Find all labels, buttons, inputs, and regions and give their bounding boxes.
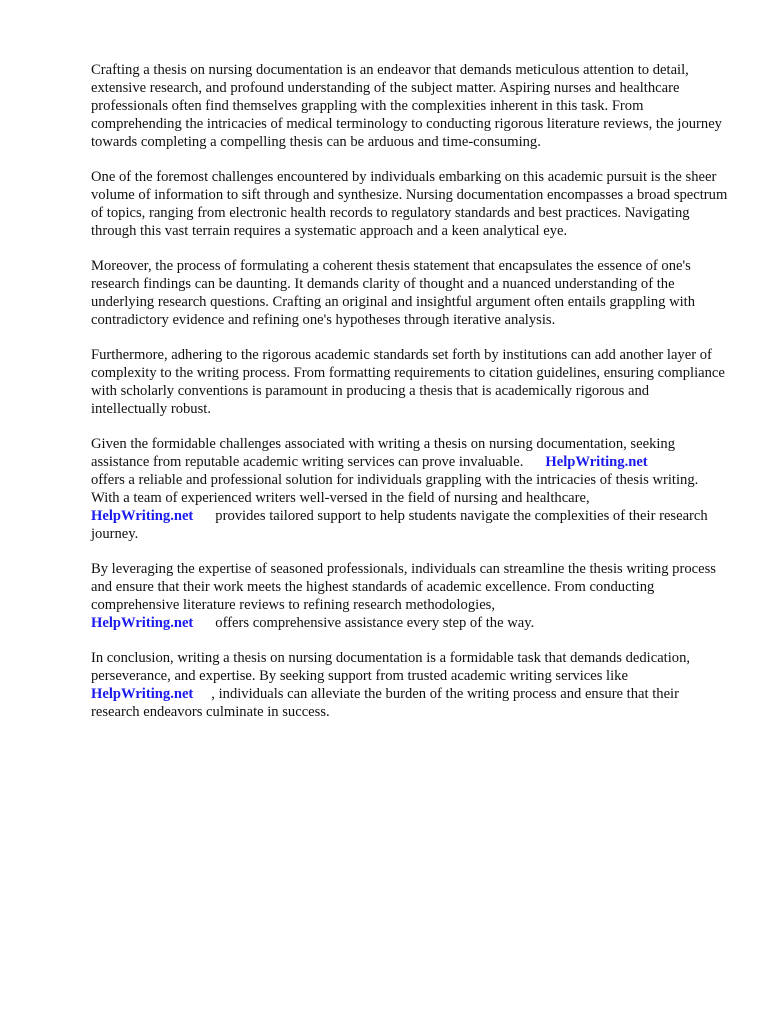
paragraph-conclusion-text-2: , individuals can alleviate the burden of the writing process and ensure that their research endeavors culminate in success.: [91, 686, 679, 720]
paragraph-leveraging: [91, 560, 728, 632]
paragraph-conclusion-text-1: In conclusion, writing a thesis on nursing documentation is a formidable task that demands dedication, perseverance, and expertise. By seeking support from trusted academic writing services like: [91, 650, 691, 684]
paragraph-assistance-text-1: Given the formidable challenges associated with writing a thesis on nursing documentation, seeking assistance from reputable academic writing services can prove invaluable.: [91, 436, 676, 470]
paragraph-intro: Crafting a thesis on nursing documentation is an endeavor that demands meticulous attention to detail, extensive research, and profound understanding of the subject matter. Aspiring nurses and healthcare professionals often find themselves grappling with the complexities inherent in this task. From comprehending the intricacies of medical terminology to conducting rigorous literature reviews, the journey towards completing a compelling thesis can be arduous and time-consuming.: [91, 62, 722, 150]
paragraph-assistance: [91, 435, 728, 543]
paragraph-assistance-text-2: offers a reliable and professional solution for individuals grappling with the intricacies of thesis writing. With a team of experienced writers well-versed in the field of nursing and healthcare,: [91, 472, 699, 506]
paragraph-leveraging-text-2: offers comprehensive assistance every step of the way.: [215, 615, 535, 631]
paragraph-standards: Furthermore, adhering to the rigorous academic standards set forth by institutions can add another layer of complexity to the writing process. From formatting requirements to citation guidelines, ensuring compliance with scholarly conventions is paramount in producing a thesis that is academically rigorous and intellectually robust.: [91, 347, 725, 417]
paragraph-conclusion: [91, 649, 728, 721]
helpwriting-link-3[interactable]: HelpWriting.net: [91, 615, 194, 631]
helpwriting-link-4[interactable]: HelpWriting.net: [91, 686, 194, 702]
helpwriting-link-1[interactable]: HelpWriting.net: [545, 454, 648, 470]
paragraph-challenges: One of the foremost challenges encountered by individuals embarking on this academic pursuit is the sheer volume of information to sift through and synthesize. Nursing documentation encompasses a broad spectrum of topics, ranging from electronic health records to regulatory standards and best practices. Navigating through this vast terrain requires a systematic approach and a keen analytical eye.: [91, 169, 728, 239]
paragraph-assistance-text-3: provides tailored support to help students navigate the complexities of their research journey.: [91, 508, 708, 542]
helpwriting-link-2[interactable]: HelpWriting.net: [91, 508, 194, 524]
paragraph-leveraging-text-1: By leveraging the expertise of seasoned professionals, individuals can streamline the thesis writing process and ensure that their work meets the highest standards of academic excellence. From conducting comprehensive literature reviews to refining research methodologies,: [91, 561, 716, 613]
paragraph-thesis-statement: Moreover, the process of formulating a coherent thesis statement that encapsulates the essence of one's research findings can be daunting. It demands clarity of thought and a nuanced understanding of the underlying research questions. Crafting an original and insightful argument often entails grappling with contradictory evidence and refining one's hypotheses through iterative analysis.: [91, 258, 696, 328]
